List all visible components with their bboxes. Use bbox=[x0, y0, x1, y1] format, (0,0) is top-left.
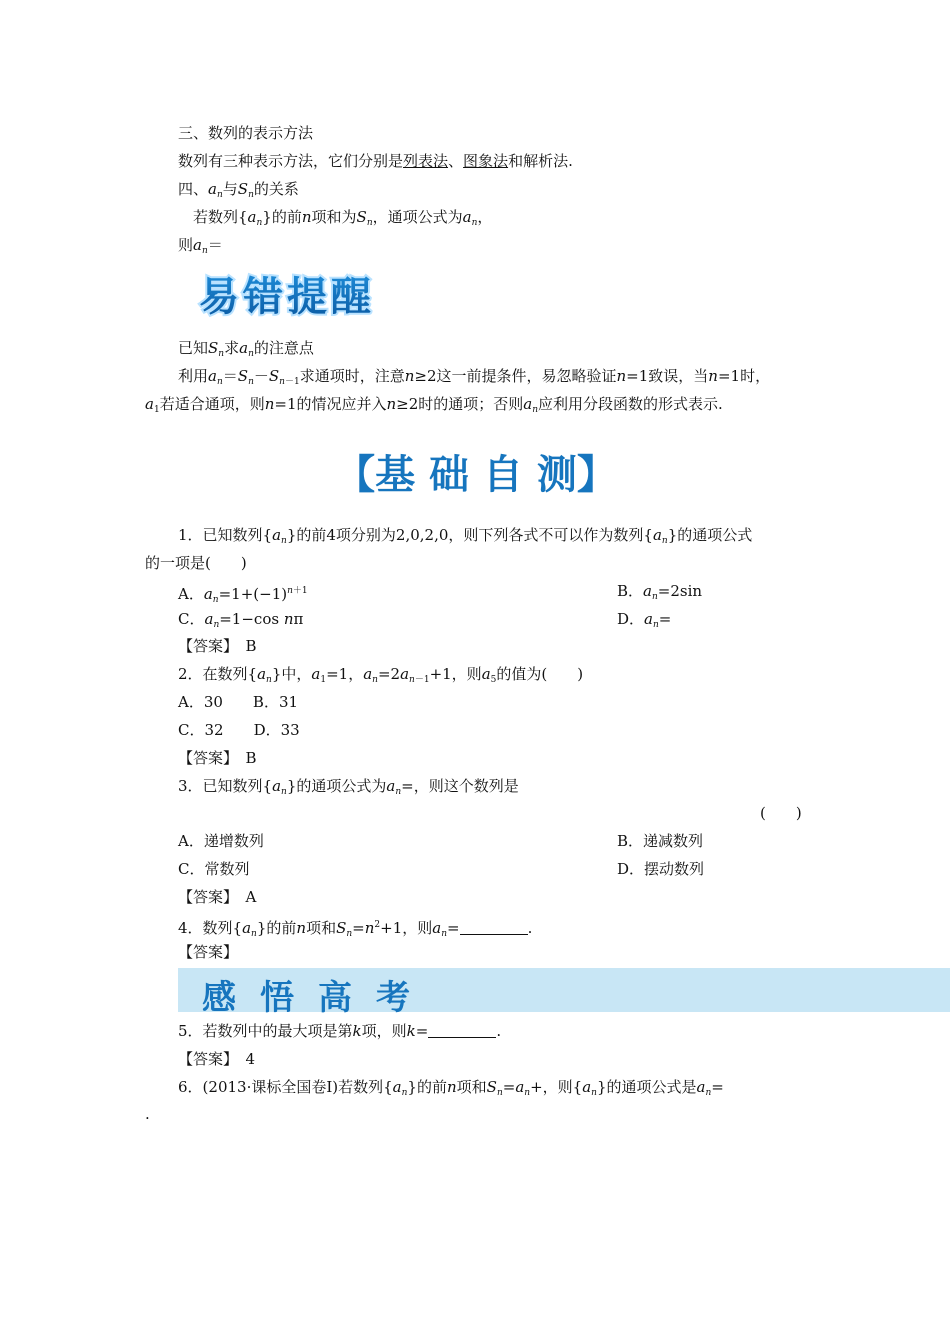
q4-blank bbox=[460, 920, 528, 935]
q3-paren: ( ) bbox=[760, 804, 802, 822]
q3-option-d: D．摆动数列 bbox=[617, 860, 705, 878]
caution-line2: $a_1$若适合通项，则n=1的情况应并入n≥2时的通项；否则$a_n$应利用分段函数的形式表示. bbox=[145, 395, 723, 415]
q3-option-b: B．递减数列 bbox=[617, 832, 704, 850]
q5-stem: 5．若数列中的最大项是第k项，则k= . bbox=[178, 1022, 502, 1040]
easy-mistake-text: 易错提醒 bbox=[199, 274, 375, 320]
q1-stem-line2: 的一项是( ) bbox=[145, 554, 247, 572]
q2-options-cd: C．32 D．33 bbox=[178, 721, 300, 739]
gaokao-char-1: 感 bbox=[202, 978, 236, 1018]
basic-test-text: 【基 础 自 测】 bbox=[335, 452, 617, 498]
caution-title: 已知$S_n$求$a_n$的注意点 bbox=[178, 339, 314, 359]
q1-stem: 1．已知数列$\{a_n\}$的前4项分别为2,0,2,0，则下列各式不可以作为数列$\{a_n\}$的通项公式 bbox=[178, 526, 753, 546]
q5-blank bbox=[428, 1023, 496, 1038]
gaokao-char-4: 考 bbox=[376, 978, 410, 1018]
section4-heading: 四、$a_n$与$S_n$的关系 bbox=[178, 180, 299, 200]
q1-option-d: D．$a_n=$ bbox=[617, 610, 672, 630]
q2-stem: 2．在数列$\{a_n\}$中，$a_1=1$，$a_n=2a_{n-1}+1$，则$a_5$的值为( ) bbox=[178, 665, 584, 685]
q2-options-ab: A．30 B．31 bbox=[178, 693, 299, 711]
q2-answer: 【答案】 B bbox=[178, 749, 257, 767]
term-graph-method: 图象法 bbox=[463, 152, 509, 170]
gaokao-char-2: 悟 bbox=[260, 978, 294, 1018]
section4-line2: 则$a_n=$ bbox=[178, 236, 223, 256]
q3-stem: 3．已知数列$\{a_n\}$的通项公式为$a_n=$，则这个数列是 bbox=[178, 777, 519, 797]
q5-answer: 【答案】 4 bbox=[178, 1050, 256, 1068]
term-list-method: 列表法 bbox=[403, 152, 449, 170]
basic-test-banner bbox=[308, 448, 644, 498]
section3-text: 数列有三种表示方法，它们分别是列表法、图象法和解析法. bbox=[178, 152, 573, 170]
q6-tail: . bbox=[145, 1105, 150, 1123]
q3-option-c: C．常数列 bbox=[178, 860, 250, 878]
q4-answer: 【答案】 bbox=[178, 943, 239, 961]
section3-heading: 三、数列的表示方法 bbox=[178, 124, 314, 142]
q3-answer: 【答案】 A bbox=[178, 888, 257, 906]
q6-stem: 6．(2013·课标全国卷Ⅰ)若数列$\{a_n\}$的前n项和$S_n=a_n+$，则$\{a_n\}$的通项公式是$a_n=$ bbox=[178, 1078, 724, 1098]
q1-option-a: A．$a_n=1+(-1)^{n+1}$ bbox=[178, 585, 308, 605]
q1-answer: 【答案】 B bbox=[178, 637, 257, 655]
q3-option-a: A．递增数列 bbox=[178, 832, 264, 850]
q1-option-b: B．$a_n=2\sin$ bbox=[617, 582, 703, 602]
gaokao-char-3: 高 bbox=[318, 978, 352, 1018]
section4-line1: 若数列$\{a_n\}$的前n项和为$S_n$，通项公式为$a_n$， bbox=[193, 208, 493, 228]
easy-mistake-banner bbox=[182, 268, 392, 324]
q1-option-c: C．$a_n=1-\cos$ nπ bbox=[178, 610, 304, 630]
q4-stem: 4．数列$\{a_n\}$的前n项和$S_n=n^2+1$，则$a_n=$ . bbox=[178, 919, 533, 939]
caution-line1: 利用$a_n=S_n-S_{n-1}$求通项时，注意n≥2这一前提条件，易忽略验证n=1致误，当n=1时， bbox=[178, 367, 771, 387]
gaokao-banner bbox=[178, 968, 950, 1018]
